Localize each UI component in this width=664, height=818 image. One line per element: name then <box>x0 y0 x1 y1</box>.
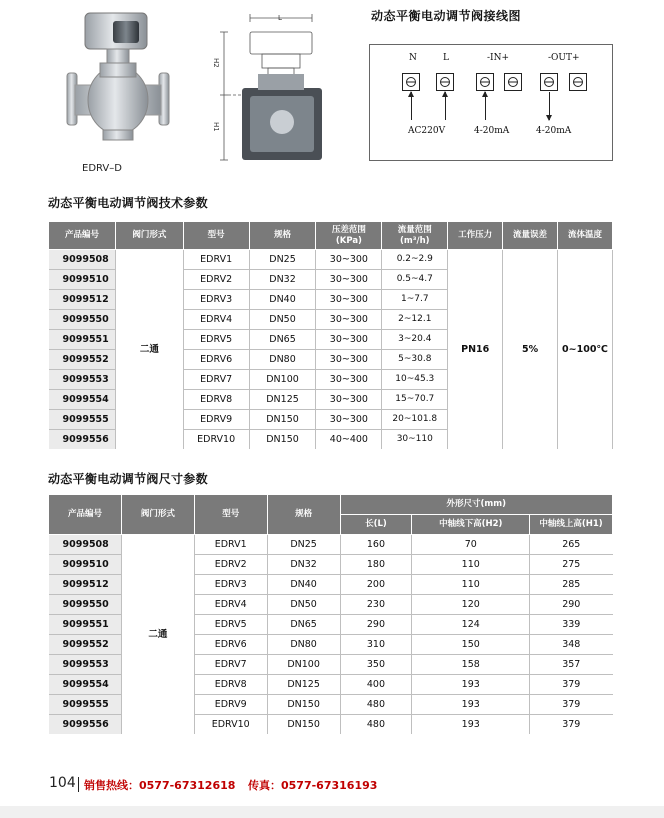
table-cell: 二通 <box>121 535 194 735</box>
table-cell: EDRV1 <box>194 535 267 555</box>
table-cell: 480 <box>340 695 412 715</box>
table-cell: 230 <box>340 595 412 615</box>
table-cell: DN150 <box>267 695 340 715</box>
table-cell: 348 <box>530 635 613 655</box>
table-cell: 357 <box>530 655 613 675</box>
arrow-up-icon <box>445 92 446 120</box>
col-header: 中轴线下高(H2) <box>412 515 530 535</box>
header-line: 流量范围 <box>397 224 432 235</box>
product-caption: EDRV–D <box>82 163 122 174</box>
footer-divider <box>78 777 79 792</box>
table-cell: 5% <box>503 250 558 450</box>
table-cell: EDRV4 <box>194 595 267 615</box>
dim-label-l: L <box>278 14 282 22</box>
table-cell: 30~300 <box>316 250 382 270</box>
table-cell: EDRV7 <box>194 655 267 675</box>
col-header-flow <box>382 222 448 250</box>
table-cell: EDRV8 <box>183 390 249 410</box>
col-group-header: 外形尺寸(mm) <box>340 495 612 515</box>
table-cell: 9099554 <box>49 390 116 410</box>
bottom-strip <box>0 806 664 818</box>
terminal-icon <box>476 73 494 91</box>
table-cell: EDRV3 <box>194 575 267 595</box>
table-cell: EDRV5 <box>194 615 267 635</box>
col-header: 阀门形式 <box>121 495 194 535</box>
table-cell: 379 <box>530 695 613 715</box>
table-cell: 30~300 <box>316 270 382 290</box>
table-cell: 285 <box>530 575 613 595</box>
col-header: 长(L) <box>340 515 412 535</box>
col-header: 阀门形式 <box>115 222 183 250</box>
arrow-up-icon <box>485 92 486 120</box>
terminal-icon <box>504 73 522 91</box>
wiring-label-output: 4-20mA <box>536 126 572 136</box>
table-cell: DN125 <box>249 390 316 410</box>
col-header: 产品编号 <box>49 495 122 535</box>
table-cell: 30~300 <box>316 290 382 310</box>
tech-params-table <box>48 221 613 449</box>
col-header: 产品编号 <box>49 222 116 250</box>
table-cell: EDRV8 <box>194 675 267 695</box>
table-cell: 10~45.3 <box>382 370 448 390</box>
col-header: 型号 <box>194 495 267 535</box>
valve-product-image <box>55 5 185 155</box>
table-cell: 9099510 <box>49 555 122 575</box>
table-cell: DN50 <box>267 595 340 615</box>
table-cell: 15~70.7 <box>382 390 448 410</box>
table-cell: 20~101.8 <box>382 410 448 430</box>
col-header: 流体温度 <box>557 222 612 250</box>
table-cell: EDRV3 <box>183 290 249 310</box>
table-cell: 193 <box>412 695 530 715</box>
table-cell: 9099508 <box>49 250 116 270</box>
table-cell: 0.5~4.7 <box>382 270 448 290</box>
table-cell: 9099552 <box>49 350 116 370</box>
table-cell: 124 <box>412 615 530 635</box>
table-cell: EDRV2 <box>194 555 267 575</box>
table-cell: 2~12.1 <box>382 310 448 330</box>
table-cell: 310 <box>340 635 412 655</box>
table-cell: DN100 <box>267 655 340 675</box>
terminal-icon <box>569 73 587 91</box>
wiring-label-ac220v: AC220V <box>408 126 446 136</box>
table-cell: 110 <box>412 575 530 595</box>
table-cell: 9099512 <box>49 290 116 310</box>
table-cell: 9099554 <box>49 675 122 695</box>
table-cell: 0.2~2.9 <box>382 250 448 270</box>
table-cell: 160 <box>340 535 412 555</box>
table-cell: 30~300 <box>316 390 382 410</box>
table-cell: 9099555 <box>49 410 116 430</box>
terminal-label-l: L <box>443 53 449 63</box>
col-header: 型号 <box>183 222 249 250</box>
dim-label-h1: H1 <box>212 122 220 132</box>
table-cell: 350 <box>340 655 412 675</box>
table-cell: 9099552 <box>49 635 122 655</box>
table-cell: EDRV7 <box>183 370 249 390</box>
table-cell: 30~300 <box>316 310 382 330</box>
page-number: 104 <box>49 775 76 791</box>
col-header-dp <box>316 222 382 250</box>
table-cell: EDRV6 <box>183 350 249 370</box>
table-cell: 40~400 <box>316 430 382 450</box>
table-cell: 200 <box>340 575 412 595</box>
table-cell: 30~300 <box>316 410 382 430</box>
table-cell: EDRV4 <box>183 310 249 330</box>
dim-params-title: 动态平衡电动调节阀尺寸参数 <box>48 472 208 486</box>
table-cell: 290 <box>340 615 412 635</box>
table-cell: 150 <box>412 635 530 655</box>
terminal-icon <box>540 73 558 91</box>
table-cell: 30~110 <box>382 430 448 450</box>
terminal-label-out: -OUT+ <box>548 53 580 63</box>
table-row <box>49 250 613 270</box>
valve-dimension-drawing <box>202 10 347 185</box>
table-cell: 5~30.8 <box>382 350 448 370</box>
dim-params-table <box>48 494 613 734</box>
table-cell: 9099553 <box>49 370 116 390</box>
col-header: 规格 <box>267 495 340 535</box>
table-cell: 9099556 <box>49 430 116 450</box>
table-cell: DN32 <box>249 270 316 290</box>
table-cell: EDRV6 <box>194 635 267 655</box>
header-unit: (m³/h) <box>400 235 430 246</box>
dim-label-h2: H2 <box>212 58 220 68</box>
table-cell: 379 <box>530 675 613 695</box>
table-cell: 193 <box>412 675 530 695</box>
table-cell: 480 <box>340 715 412 735</box>
table-cell: 110 <box>412 555 530 575</box>
table-cell: 9099555 <box>49 695 122 715</box>
table-cell: DN65 <box>249 330 316 350</box>
terminal-icon <box>436 73 454 91</box>
table-cell: 9099550 <box>49 595 122 615</box>
sales-hotline: 销售热线：0577-67312618 <box>84 779 236 792</box>
table-cell: DN80 <box>249 350 316 370</box>
table-cell: PN16 <box>448 250 503 450</box>
table-cell: DN32 <box>267 555 340 575</box>
table-cell: 275 <box>530 555 613 575</box>
table-cell: EDRV2 <box>183 270 249 290</box>
table-cell: 9099553 <box>49 655 122 675</box>
table-cell: 339 <box>530 615 613 635</box>
table-cell: 70 <box>412 535 530 555</box>
wiring-diagram <box>369 44 613 161</box>
header-line: 压差范围 <box>331 224 366 235</box>
table-cell: DN50 <box>249 310 316 330</box>
table-cell: DN125 <box>267 675 340 695</box>
table-cell: 9099551 <box>49 330 116 350</box>
table-cell: 193 <box>412 715 530 735</box>
arrow-down-icon <box>549 92 550 120</box>
table-cell: EDRV5 <box>183 330 249 350</box>
arrow-up-icon <box>411 92 412 120</box>
table-cell: DN150 <box>267 715 340 735</box>
fax-number: 传真：0577-67316193 <box>248 779 378 792</box>
terminal-icon <box>402 73 420 91</box>
table-cell: 9099550 <box>49 310 116 330</box>
table-cell: 180 <box>340 555 412 575</box>
table-cell: EDRV1 <box>183 250 249 270</box>
header-unit: (KPa) <box>335 235 362 246</box>
table-cell: DN100 <box>249 370 316 390</box>
table-cell: EDRV9 <box>183 410 249 430</box>
table-cell: 400 <box>340 675 412 695</box>
table-cell: 9099551 <box>49 615 122 635</box>
table-cell: 120 <box>412 595 530 615</box>
table-cell: 158 <box>412 655 530 675</box>
table-cell: 9099510 <box>49 270 116 290</box>
table-cell: DN150 <box>249 410 316 430</box>
table-cell: EDRV9 <box>194 695 267 715</box>
table-row <box>49 535 613 555</box>
table-cell: DN40 <box>249 290 316 310</box>
table-cell: DN150 <box>249 430 316 450</box>
wiring-title: 动态平衡电动调节阀接线图 <box>371 9 522 23</box>
table-cell: DN65 <box>267 615 340 635</box>
terminal-label-in: -IN+ <box>487 53 510 63</box>
table-cell: 9099508 <box>49 535 122 555</box>
table-cell: 0~100℃ <box>557 250 612 450</box>
table-cell: 9099556 <box>49 715 122 735</box>
table-cell: DN40 <box>267 575 340 595</box>
table-cell: 二通 <box>115 250 183 450</box>
table-cell: EDRV10 <box>183 430 249 450</box>
terminal-label-n: N <box>409 53 417 63</box>
table-cell: 30~300 <box>316 350 382 370</box>
table-cell: 30~300 <box>316 370 382 390</box>
table-cell: 265 <box>530 535 613 555</box>
col-header: 规格 <box>249 222 316 250</box>
tech-params-title: 动态平衡电动调节阀技术参数 <box>48 196 208 210</box>
table-cell: 379 <box>530 715 613 735</box>
col-header: 中轴线上高(H1) <box>530 515 613 535</box>
table-cell: DN80 <box>267 635 340 655</box>
table-cell: DN25 <box>267 535 340 555</box>
table-cell: DN25 <box>249 250 316 270</box>
table-cell: 1~7.7 <box>382 290 448 310</box>
table-cell: 30~300 <box>316 330 382 350</box>
table-cell: 3~20.4 <box>382 330 448 350</box>
wiring-label-input: 4-20mA <box>474 126 510 136</box>
col-header: 流量误差 <box>503 222 558 250</box>
table-cell: EDRV10 <box>194 715 267 735</box>
table-cell: 290 <box>530 595 613 615</box>
col-header: 工作压力 <box>448 222 503 250</box>
table-cell: 9099512 <box>49 575 122 595</box>
